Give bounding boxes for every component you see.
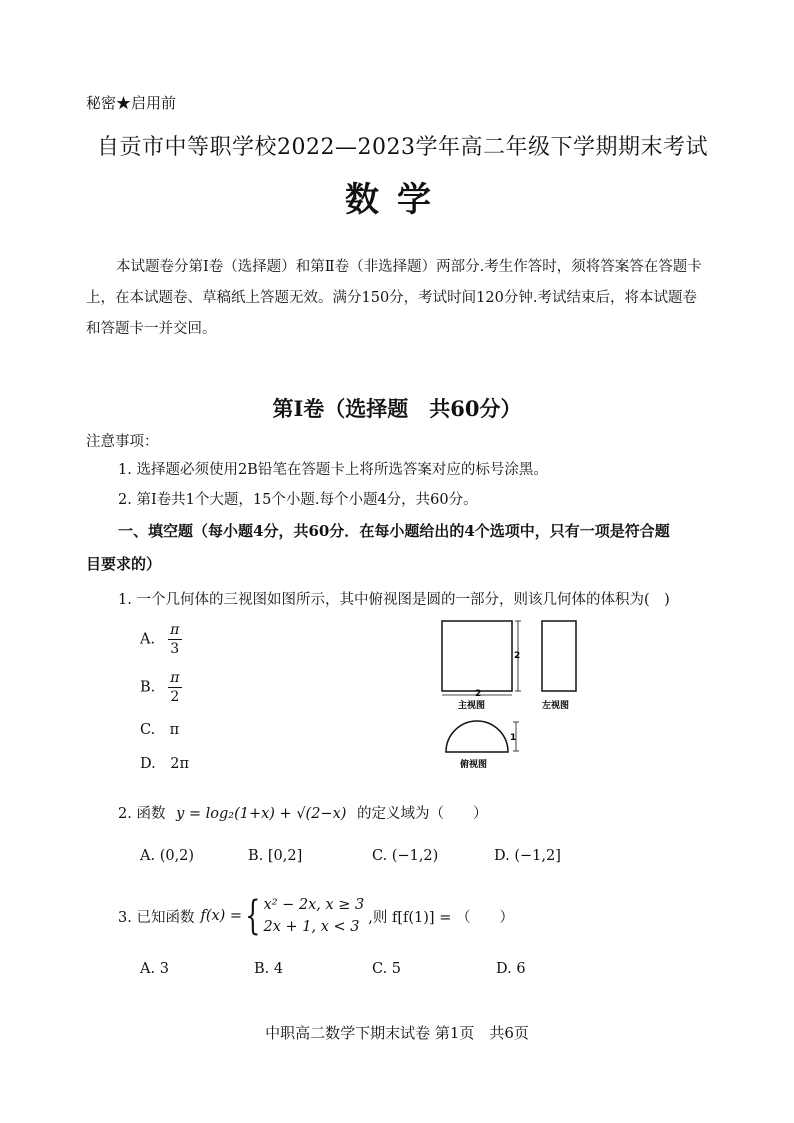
question-2-option-b: B. [0,2]: [248, 848, 303, 864]
side-view-label: 左视图: [542, 701, 570, 711]
question-2-formula: y = log₂(1+x) + √(2−x): [176, 806, 347, 822]
fraction-denominator: 3: [170, 641, 180, 657]
height-dimension: 2: [514, 651, 521, 661]
fraction: [168, 670, 182, 705]
question-2-suffix: 的定义域为（ ）: [357, 806, 488, 822]
option-label: A.: [140, 631, 156, 648]
case-1: x² − 2x, x ≥ 3: [263, 897, 365, 913]
top-view-semicircle: [446, 721, 508, 752]
three-view-figure: [430, 612, 590, 772]
question-1-option-d: D. 2π: [140, 756, 189, 772]
question-2-option-c: C. (−1,2): [372, 848, 439, 864]
question-1-option-a: [140, 622, 182, 657]
side-view-rect: [542, 621, 576, 691]
question-2-option-a: A. (0,2): [140, 848, 195, 864]
question-1-stem: 1. 一个几何体的三视图如图所示，其中俯视图是圆的一部分，则该几何体的体积为( ): [118, 592, 670, 608]
exam-instructions: 本试题卷分第Ⅰ卷（选择题）和第Ⅱ卷（非选择题）两部分.考生作答时，须将答案答在答题卡上，在本试题卷、草稿纸上答题无效。满分150分，考试时间120分钟.考试结束后，将本试题卷和答题卡一并交回。: [86, 259, 702, 337]
question-2-option-d: D. (−1,2]: [494, 848, 561, 864]
section-heading: 一、填空题（每小题4分，共60分．在每小题给出的4个选项中，只有一项是符合题: [118, 522, 670, 540]
function-name: f(x) =: [200, 908, 243, 924]
section-heading-continued: 目要求的）: [86, 555, 162, 573]
question-3-option-c: C. 5: [372, 961, 402, 977]
case-2: 2x + 1, x < 3: [263, 919, 360, 935]
question-2-stem: [118, 802, 488, 823]
piecewise-cases: [264, 894, 365, 938]
exam-title: 自贡市中等职学校2022—2023学年高二年级下学期期末考试: [97, 135, 708, 160]
page-footer: 中职高二数学下期末试卷 第1页 共6页: [265, 1024, 529, 1042]
part-one-title: 第Ⅰ卷（选择题 共60分）: [272, 396, 522, 421]
question-1-option-b: [140, 670, 182, 705]
radius-dimension: 1: [510, 733, 517, 743]
piecewise-brace: {: [245, 893, 261, 939]
front-view-label: 主视图: [458, 701, 486, 711]
question-3-option-d: D. 6: [496, 961, 526, 977]
notes-heading: 注意事项：: [86, 434, 159, 450]
question-3-option-b: B. 4: [254, 961, 284, 977]
note-item: 2. 第Ⅰ卷共1个大题，15个小题.每个小题4分，共60分。: [118, 492, 478, 508]
note-item: 1. 选择题必须使用2B铅笔在答题卡上将所选答案对应的标号涂黑。: [118, 462, 548, 478]
fraction-numerator: π: [170, 670, 180, 686]
confidential-label: 秘密★启用前: [86, 94, 177, 112]
question-1-option-c: C. π: [140, 722, 180, 738]
width-dimension: 2: [475, 689, 482, 699]
option-label: B.: [140, 679, 156, 696]
top-view-label: 俯视图: [460, 760, 488, 770]
question-3-suffix: ,则 f[f(1)] = （ ）: [368, 909, 514, 926]
question-3-prefix: 3. 已知函数: [118, 909, 195, 926]
front-view-square: [442, 621, 512, 691]
question-2-prefix: 2. 函数: [118, 806, 166, 822]
fraction: [168, 622, 182, 657]
fraction-denominator: 2: [170, 689, 180, 705]
subject-title: 数学: [345, 180, 449, 220]
fraction-numerator: π: [170, 622, 180, 638]
question-3-stem: [118, 894, 514, 938]
question-3-option-a: A. 3: [140, 961, 169, 977]
